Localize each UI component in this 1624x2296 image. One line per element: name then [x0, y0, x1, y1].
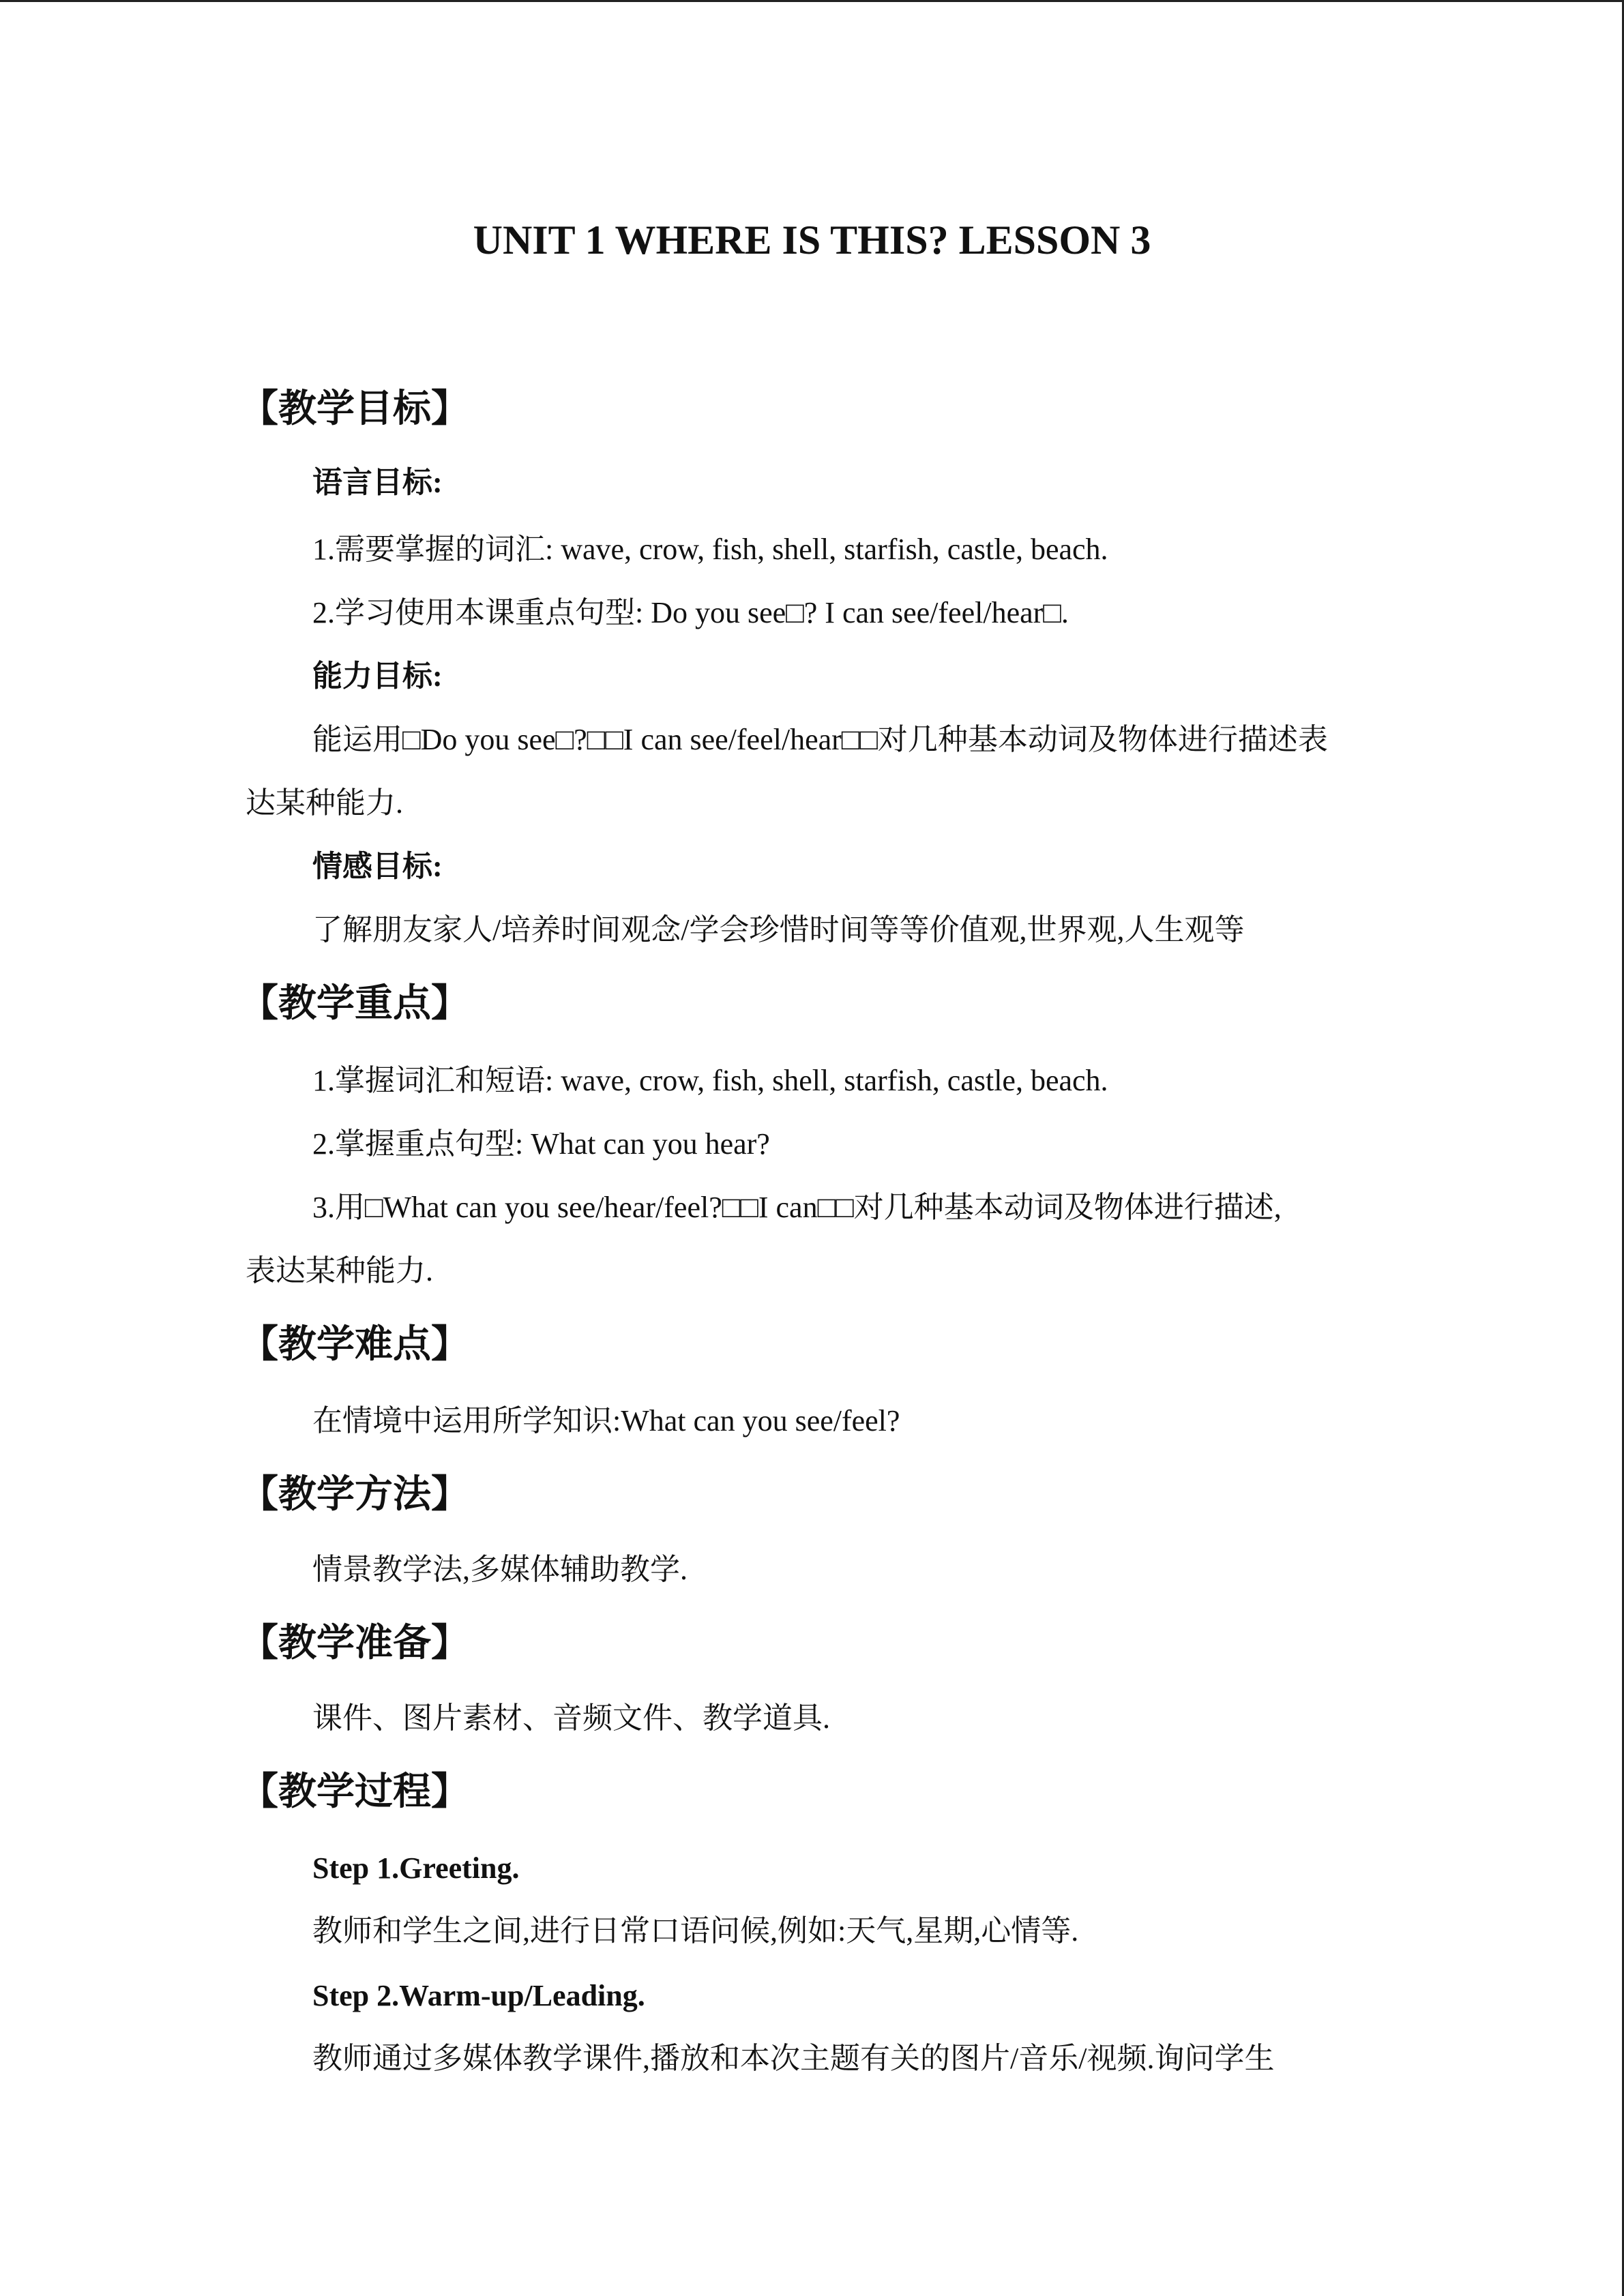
- key-point-1: 1.掌握词汇和短语: wave, crow, fish, shell, starfish, castle, beach.: [312, 1064, 1108, 1097]
- step-2-label: Step 2.Warm-up/Leading.: [312, 1979, 645, 2012]
- emotion-objective-1: 了解朋友家人/培养时间观念/学会珍惜时间等等价值观,世界观,人生观等: [312, 913, 1245, 946]
- heading-preparation: 【教学准备】: [240, 1621, 469, 1665]
- heading-methods: 【教学方法】: [240, 1472, 469, 1517]
- difficulty-1: 在情境中运用所学知识:What can you see/feel?: [312, 1404, 900, 1437]
- emotion-objective-label: 情感目标:: [312, 850, 443, 883]
- preparation-1: 课件、图片素材、音频文件、教学道具.: [312, 1701, 830, 1735]
- heading-objectives: 【教学目标】: [240, 387, 469, 431]
- ability-objective-label: 能力目标:: [312, 659, 443, 693]
- heading-key-points: 【教学重点】: [240, 981, 469, 1026]
- heading-difficulties: 【教学难点】: [240, 1322, 469, 1367]
- ability-objective-1: 能运用□Do you see□?□□I can see/feel/hear□□对几种基本动词及物体进行描述表: [312, 723, 1328, 756]
- ability-objective-2: 达某种能力.: [246, 786, 403, 820]
- document-title: UNIT 1 WHERE IS THIS? LESSON 3: [473, 218, 1151, 263]
- language-objective-2: 2.学习使用本课重点句型: Do you see□? I can see/feel/hear□.: [312, 596, 1069, 629]
- language-objective-label: 语言目标:: [312, 466, 443, 499]
- step-2-text: 教师通过多媒体教学课件,播放和本次主题有关的图片/音乐/视频.询问学生: [312, 2042, 1275, 2075]
- key-point-3a: 3.用□What can you see/hear/feel?□□I can□□对几种基本动词及物体进行描述,: [312, 1191, 1282, 1224]
- language-objective-1: 1.需要掌握的词汇: wave, crow, fish, shell, starfish, castle, beach.: [312, 533, 1108, 566]
- method-1: 情景教学法,多媒体辅助教学.: [312, 1553, 688, 1586]
- heading-process: 【教学过程】: [240, 1770, 469, 1814]
- step-1-text: 教师和学生之间,进行日常口语问候,例如:天气,星期,心情等.: [312, 1914, 1079, 1948]
- key-point-3b: 表达某种能力.: [246, 1254, 433, 1287]
- key-point-2: 2.掌握重点句型: What can you hear?: [312, 1127, 770, 1161]
- step-1-label: Step 1.Greeting.: [312, 1851, 520, 1885]
